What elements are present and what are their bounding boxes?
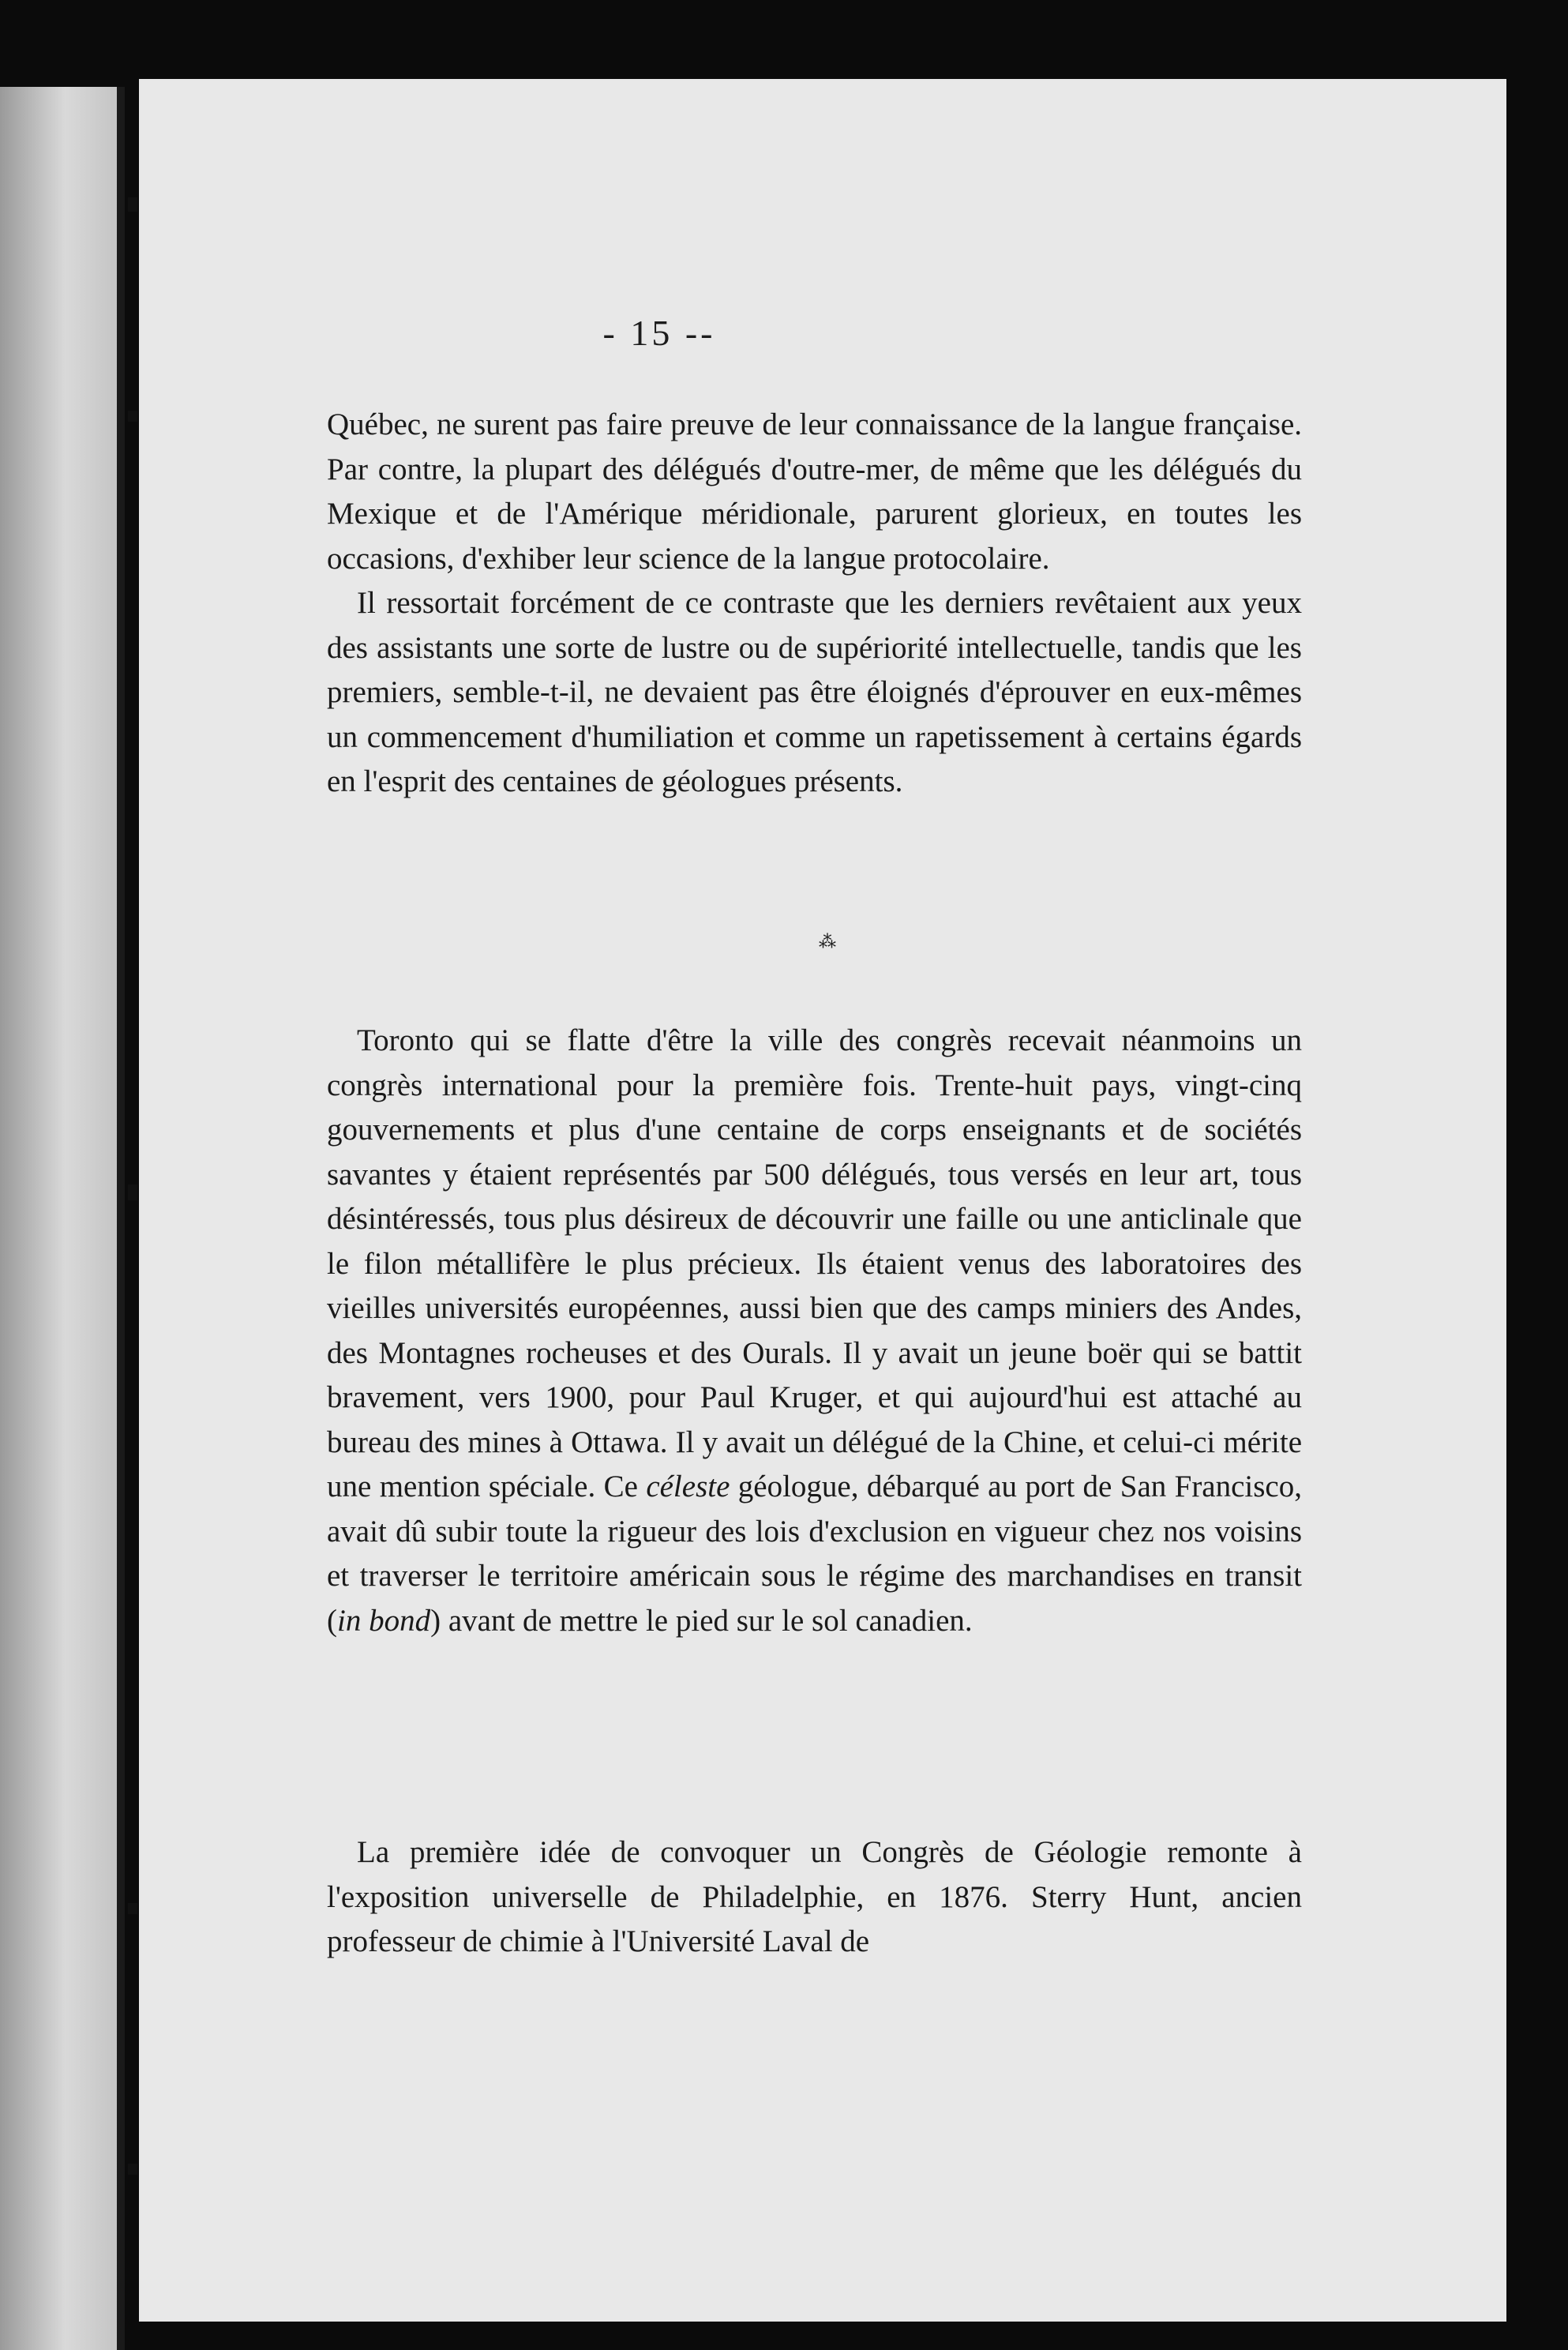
gutter-mark (128, 2164, 137, 2175)
paragraph (327, 1019, 1302, 1643)
text-block-bottom (327, 1830, 1302, 1965)
paragraph-text: Québec, ne surent pas faire preuve de leur connaissance de la langue française. Par contre, la plupart des délégués d'outre-mer, de même que les délégués du Mexique et de l'Amérique méridionale, parurent glorieux, en toutes les occasions, d'exhiber leur science de la langue protocolaire. (327, 407, 1302, 576)
gutter-mark (128, 1903, 137, 1914)
gutter-mark (128, 197, 137, 212)
adjacent-page-edge (0, 87, 118, 2350)
paragraph (327, 1830, 1302, 1965)
page-number: - 15 -- (602, 313, 716, 353)
paragraph-text: ) avant de mettre le pied sur le sol canadien. (430, 1603, 973, 1638)
paragraph-text: géologue, débarqué au port de San Francisco, avait dû subir toute la rigueur des lois d'exclusion en vigueur chez nos voisins et traverser le territoire américain sous le régime des marchandises en transit ( (327, 1470, 1302, 1638)
gutter-mark (128, 411, 137, 422)
paragraph (327, 581, 1302, 805)
paragraph (327, 403, 1302, 581)
paragraph-text: Toronto qui se flatte d'être la ville des congrès recevait néanmoins un congrès international pour la première fois. Trente-huit pays, vingt-cinq gouvernements et plus d'une centaine de corps enseignants et de sociétés savantes y étaient représentés par 500 délégués, tous versés en leur art, tous désintéressés, tous plus désireux de découvrir une faille ou une anticlinale que le filon métallifère le plus précieux. Ils étaient venus des laboratoires des vieilles universités européennes, aussi bien que des camps miniers des Andes, des Montagnes rocheuses et des Ourals. Il y avait un jeune boër qui se battit bravement, vers 1900, pour Paul Kruger, et qui aujourd'hui est attaché au bureau des mines à Ottawa. Il y avait un délégué de la Chine, et celui-ci mérite une mention spéciale. Ce (327, 1023, 1302, 1503)
paragraph-text: La première idée de convoquer un Congrès de Géologie remonte à l'exposition universelle de Philadelphie, en 1876. Sterry Hunt, ancien professeur de chimie à l'Université Laval de (327, 1835, 1302, 1958)
text-block-middle (327, 1019, 1302, 1643)
page-gutter (117, 87, 125, 2350)
italic-text: céleste (646, 1470, 730, 1503)
asterism-ornament: ⁂ (819, 933, 836, 952)
paragraph-text: Il ressortait forcément de ce contraste que les derniers revêtaient aux yeux des assistants une sorte de lustre ou de supériorité intellectuelle, tandis que les premiers, semble-t-il, ne devaient pas être éloignés d'éprouver en eux-mêmes un commencement d'humiliation et comme un rapetissement à certains égards en l'esprit des centaines de géologues présents. (327, 586, 1302, 798)
gutter-mark (128, 1184, 137, 1200)
text-block-top (327, 403, 1302, 805)
italic-text: in bond (337, 1603, 431, 1638)
